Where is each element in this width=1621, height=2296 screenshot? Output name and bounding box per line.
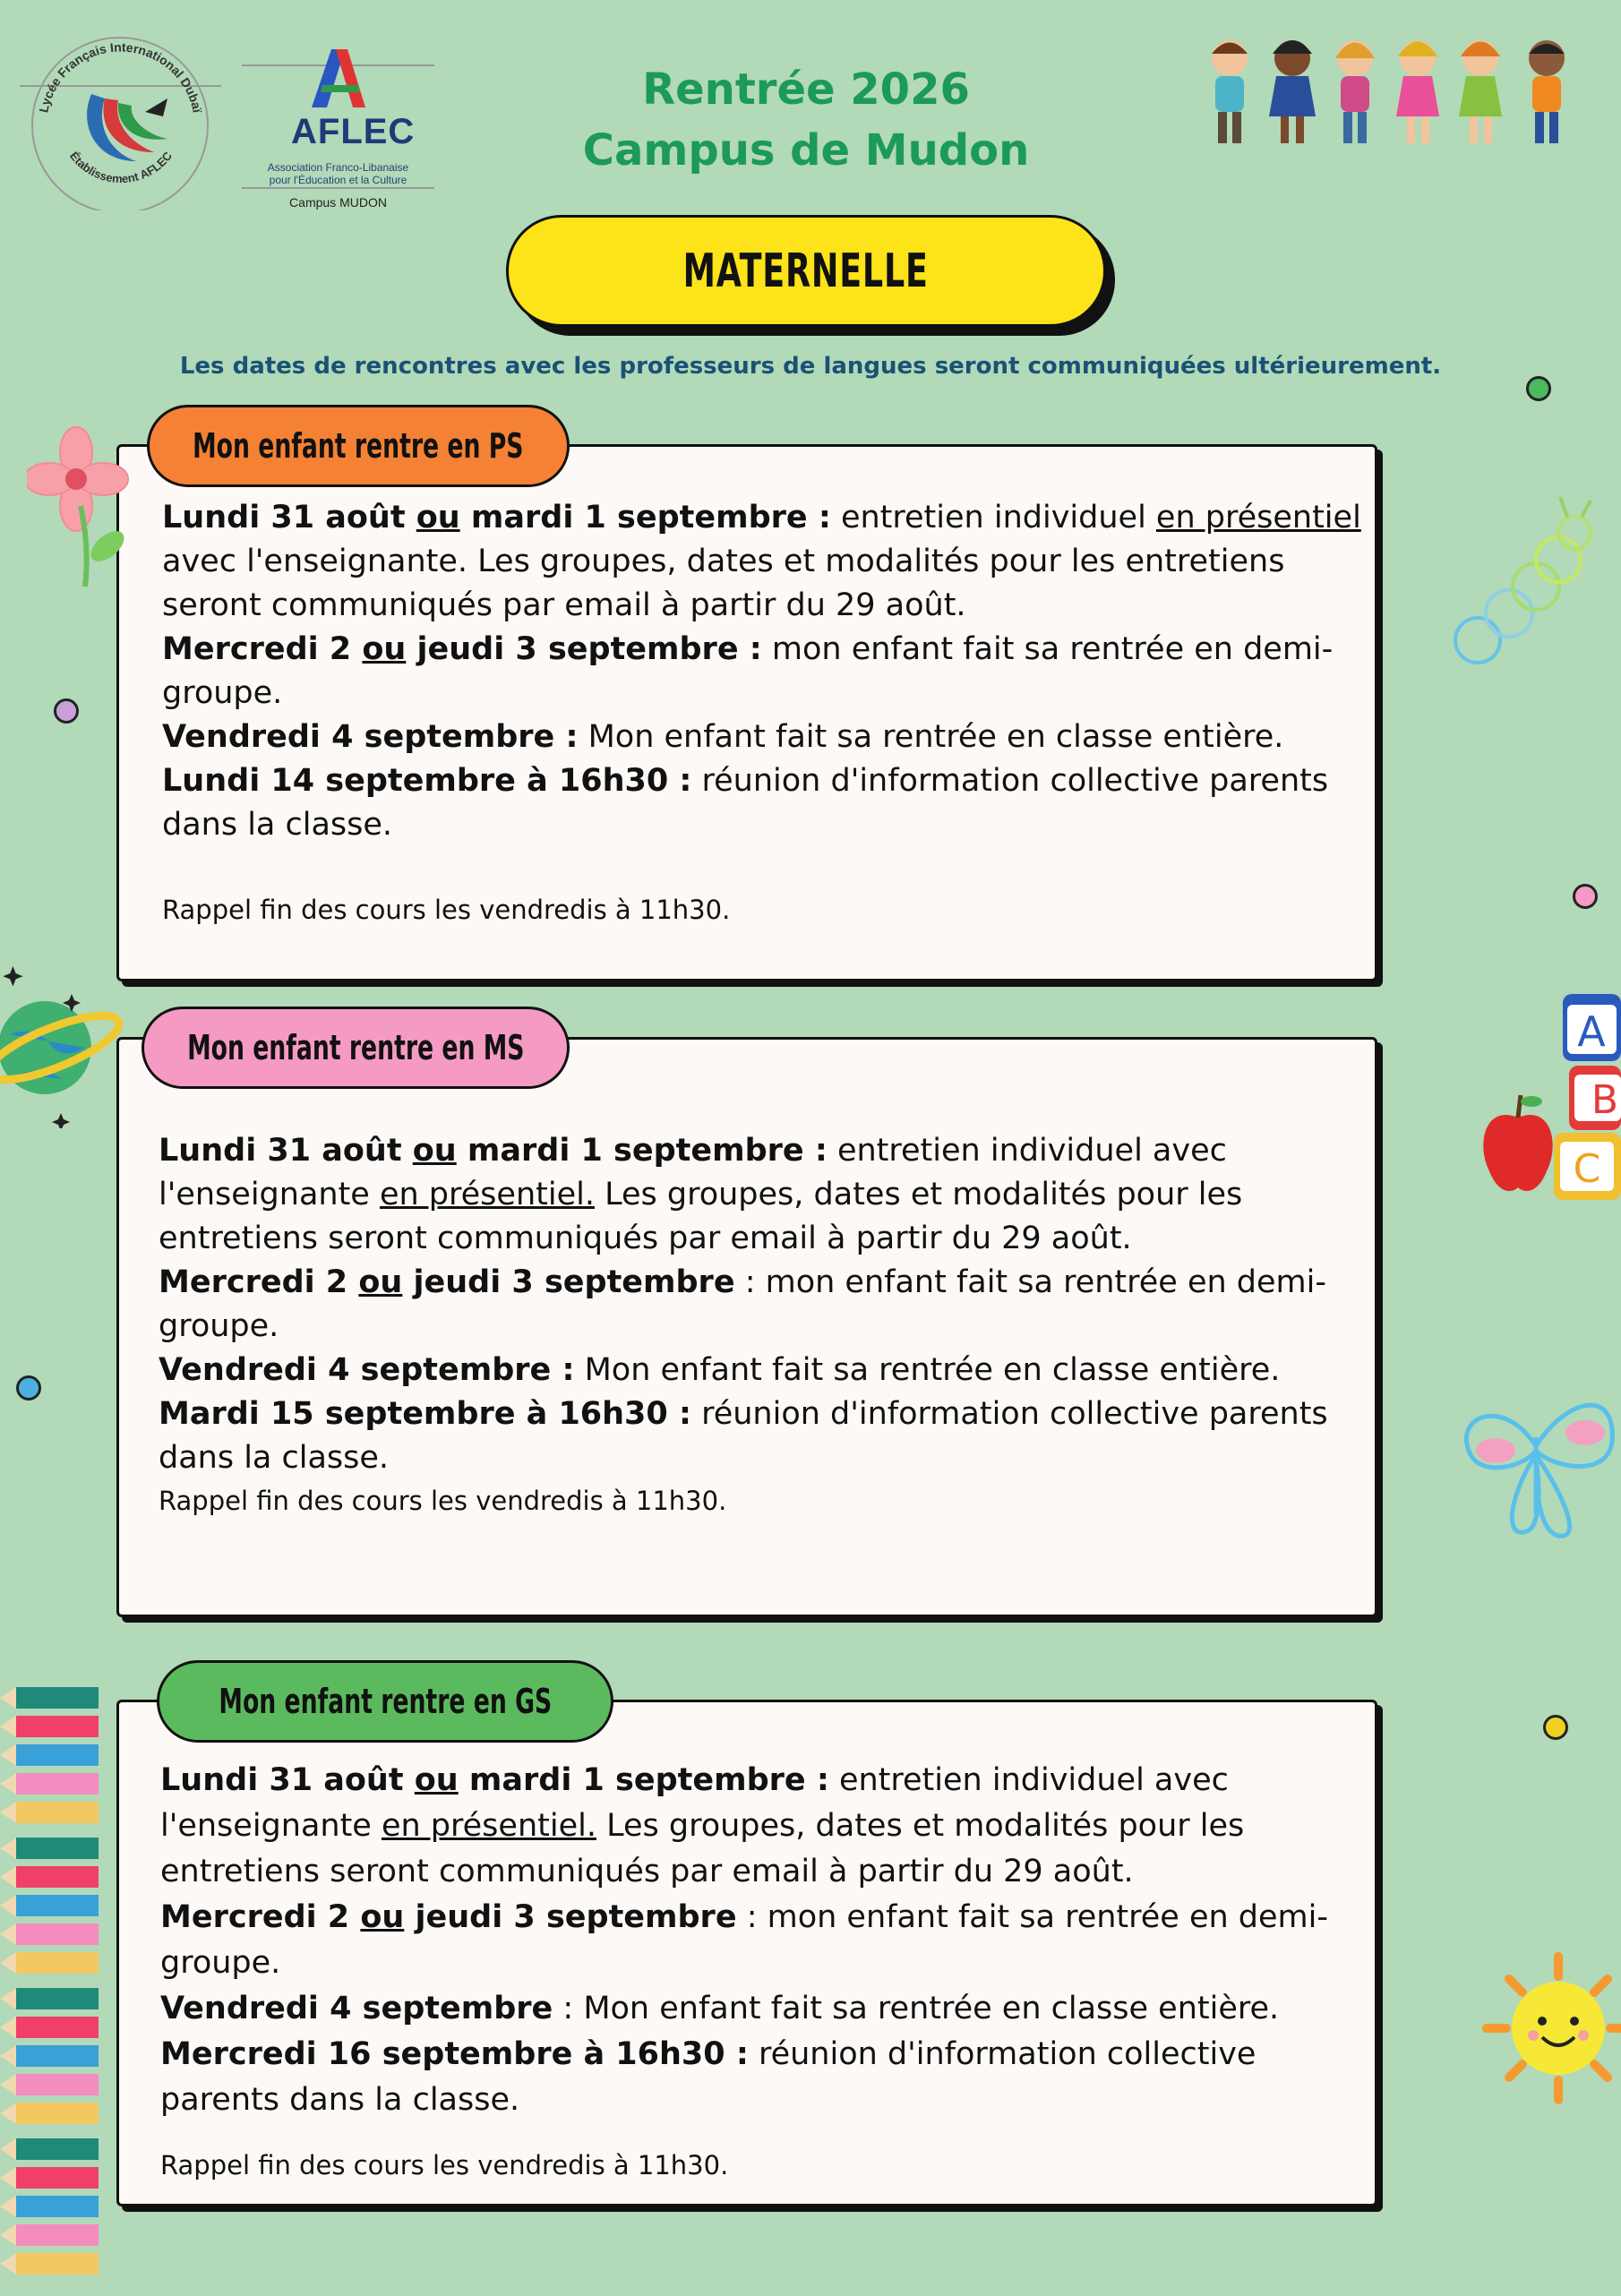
ps-line-half-group: Mercredi 2 ou jeudi 3 septembre : mon enfant fait sa rentrée en demi-groupe. [162,631,1334,711]
lfid-logo-text-top: Lycée Français International Dubaï [36,39,205,115]
planet-icon [0,963,125,1128]
flower-icon [27,421,134,591]
title-line-2: Campus de Mudon [582,125,1030,176]
gs-card-body [160,1758,1365,2123]
ps-tab-label: Mon enfant rentre en PS [193,426,524,466]
block-a-letter: A [1577,1007,1606,1056]
pencils-icon [0,1683,100,2292]
apple-icon [1476,1091,1561,1198]
ms-rappel: Rappel fin des cours les vendredis à 11h30. [159,1486,727,1516]
page-title [502,59,1111,181]
gs-tab [157,1660,613,1743]
gs-line-meeting: Mercredi 16 septembre à 16h30 : réunion d'information collective parents dans la classe. [160,2036,1256,2118]
aflec-name: AFLEC [291,112,416,151]
gs-line-full-class: Vendredi 4 septembre : Mon enfant fait sa rentrée en classe entière. [160,1991,1280,2026]
blue-dot [16,1375,41,1401]
gs-rappel: Rappel fin des cours les vendredis à 11h30. [160,2150,729,2180]
ps-tab [147,405,570,487]
ps-line-interview: Lundi 31 août ou mardi 1 septembre : entretien individuel en présentiel avec l'enseignante. Les groupes, dates et modalités pour les entretiens seront communiqués par email à partir du 29 août. [162,500,1361,623]
ps-card [116,444,1377,981]
maternelle-banner [506,215,1106,327]
block-b-letter: B [1591,1077,1619,1123]
title-line-1: Rentrée 2026 [642,64,970,115]
block-c-letter: C [1573,1146,1601,1192]
ms-line-half-group: Mercredi 2 ou jeudi 3 septembre : mon enfant fait sa rentrée en demi-groupe. [159,1264,1326,1344]
caterpillar-icon [1442,497,1594,676]
ps-rappel: Rappel fin des cours les vendredis à 11h30. [162,895,731,925]
ms-line-meeting: Mardi 15 septembre à 16h30 : réunion d'information collective parents dans la classe. [159,1396,1328,1476]
children-icon [1196,27,1590,152]
pink-dot [1573,884,1598,909]
ms-line-full-class: Vendredi 4 septembre : Mon enfant fait sa rentrée en classe entière. [159,1352,1281,1388]
sun-icon [1478,1948,1621,2109]
gs-tab-label: Mon enfant rentre en GS [219,1682,552,1721]
green-dot [1526,376,1551,401]
ms-line-interview: Lundi 31 août ou mardi 1 septembre : entretien individuel avec l'enseignante en présentiel. Les groupes, dates et modalités pour les entretiens seront communiqués par email à partir du 29 août. [159,1133,1243,1256]
ms-tab-label: Mon enfant rentre en MS [186,1028,525,1067]
lfid-logo [20,27,221,210]
butterfly-icon [1451,1361,1621,1554]
aflec-subtitle: Association Franco-Libanaise pour l'Éducation et la Culture [267,161,409,186]
ps-card-body [162,496,1362,847]
gs-line-half-group: Mercredi 2 ou jeudi 3 septembre : mon enfant fait sa rentrée en demi-groupe. [160,1899,1328,1981]
purple-dot [54,698,79,724]
ms-tab [142,1007,570,1089]
maternelle-label: MATERNELLE [682,244,930,298]
notice-text: Les dates de rencontres avec les professeurs de langues seront communiquées ultérieurement. [179,353,1442,380]
yellow-dot [1543,1715,1568,1740]
aflec-campus: Campus MUDON [289,195,387,210]
ps-line-meeting: Lundi 14 septembre à 16h30 : réunion d'information collective parents dans la classe. [162,763,1329,843]
ps-line-full-class: Vendredi 4 septembre : Mon enfant fait sa rentrée en classe entière. [162,719,1284,755]
lfid-logo-text-bottom: Établissement AFLEC [67,149,175,186]
gs-line-interview: Lundi 31 août ou mardi 1 septembre : entretien individuel avec l'enseignante en présentiel. Les groupes, dates et modalités pour les entretiens seront communiqués par email à partir du 29 août. [160,1762,1245,1889]
aflec-logo [242,40,434,215]
ms-card-body [159,1129,1363,1480]
gs-card [116,1700,1377,2206]
ms-card [116,1037,1377,1617]
